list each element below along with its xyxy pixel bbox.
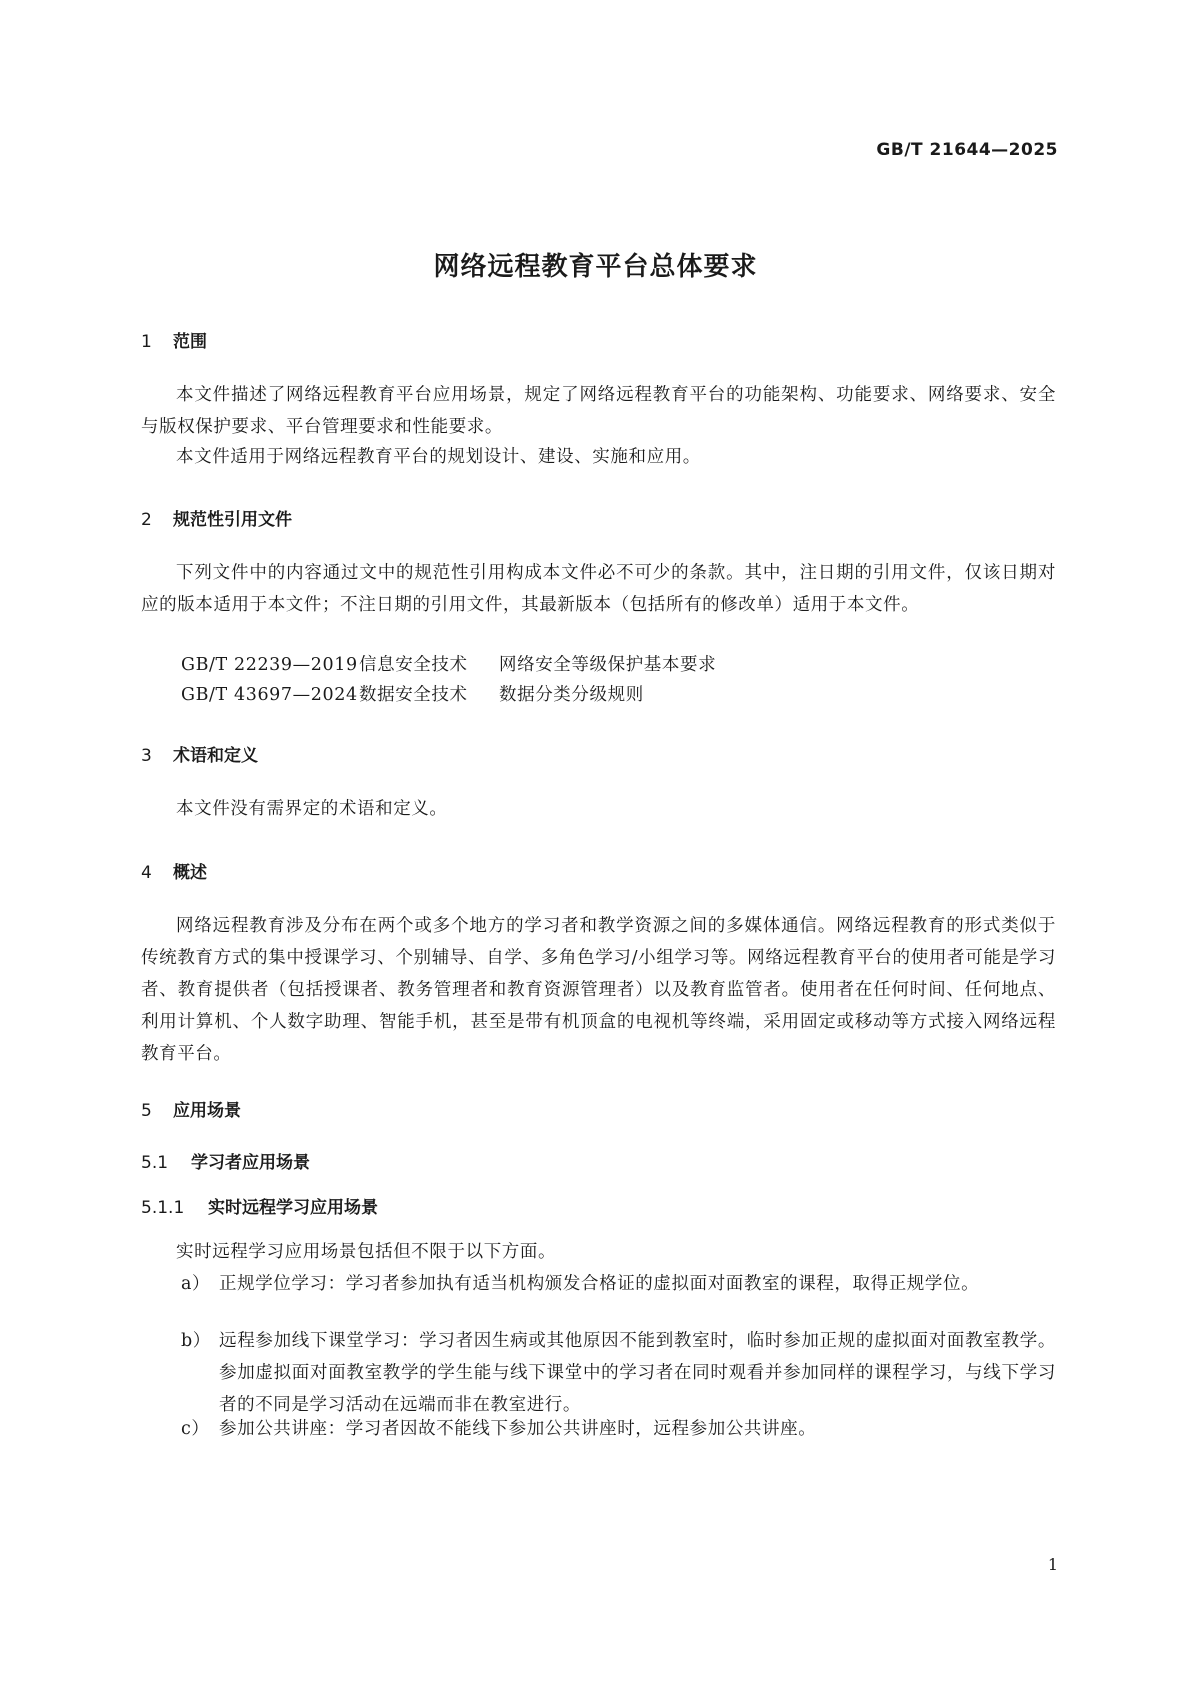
page-number: 1 xyxy=(1047,1555,1058,1574)
list-item-text: 远程参加线下课堂学习：学习者因生病或其他原因不能到教室时，临时参加正规的虚拟面对面教室教学。参加虚拟面对面教室教学的学生能与线下课堂中的学习者在同时观看并参加同样的课程学习，与线下学习者的不同是学习活动在远端而非在教室进行。 xyxy=(219,1331,1056,1415)
list-item xyxy=(181,1413,1056,1445)
normative-reference-2 xyxy=(181,681,644,706)
section-title: 范围 xyxy=(173,332,207,352)
section-3-heading xyxy=(141,741,258,766)
reference-title-part-2: 数据分类分级规则 xyxy=(499,685,644,705)
section-title: 规范性引用文件 xyxy=(173,510,292,530)
document-code: GB/T 21644—2025 xyxy=(876,140,1058,160)
list-item-marker: b） xyxy=(181,1331,211,1351)
section-number: 1 xyxy=(141,332,152,352)
reference-code: GB/T 22239—2019 xyxy=(181,655,358,675)
section-number: 3 xyxy=(141,746,152,766)
section-number: 4 xyxy=(141,863,152,883)
document-title: 网络远程教育平台总体要求 xyxy=(433,252,758,282)
normative-reference-1 xyxy=(181,651,716,676)
reference-title-part-2: 网络安全等级保护基本要求 xyxy=(499,655,717,675)
section-5-heading xyxy=(141,1096,241,1121)
section-number: 5 xyxy=(141,1101,152,1121)
section-2-heading xyxy=(141,505,292,530)
section-title: 学习者应用场景 xyxy=(191,1153,310,1173)
section-3-paragraph: 本文件没有需界定的术语和定义。 xyxy=(176,799,448,819)
section-title: 概述 xyxy=(173,863,207,883)
section-title: 实时远程学习应用场景 xyxy=(208,1198,378,1218)
section-1-paragraph-2: 本文件适用于网络远程教育平台的规划设计、建设、实施和应用。 xyxy=(176,447,701,467)
section-number: 2 xyxy=(141,510,152,530)
section-2-paragraph: 下列文件中的内容通过文中的规范性引用构成本文件必不可少的条款。其中，注日期的引用文件，仅该日期对应的版本适用于本文件；不注日期的引用文件，其最新版本（包括所有的修改单）适用于本文件。 xyxy=(141,563,1056,615)
reference-code: GB/T 43697—2024 xyxy=(181,685,358,705)
list-item-text: 参加公共讲座：学习者因故不能线下参加公共讲座时，远程参加公共讲座。 xyxy=(219,1419,817,1439)
reference-title-part-1: 数据安全技术 xyxy=(359,685,468,705)
section-title: 术语和定义 xyxy=(173,746,258,766)
list-item-marker: c） xyxy=(181,1419,210,1439)
section-5-1-heading xyxy=(141,1148,310,1173)
section-4-heading xyxy=(141,858,207,883)
list-item-marker: a） xyxy=(181,1274,211,1294)
section-number: 5.1 xyxy=(141,1153,169,1173)
section-1-heading xyxy=(141,327,207,352)
list-item xyxy=(181,1268,1056,1300)
section-number: 5.1.1 xyxy=(141,1198,185,1218)
section-title: 应用场景 xyxy=(173,1101,241,1121)
section-5-1-1-heading xyxy=(141,1193,378,1218)
section-5-1-1-intro: 实时远程学习应用场景包括但不限于以下方面。 xyxy=(176,1242,557,1262)
list-item xyxy=(181,1325,1056,1421)
section-1-paragraph-1: 本文件描述了网络远程教育平台应用场景，规定了网络远程教育平台的功能架构、功能要求、网络要求、安全与版权保护要求、平台管理要求和性能要求。 xyxy=(141,385,1056,437)
list-item-text: 正规学位学习：学习者参加执有适当机构颁发合格证的虚拟面对面教室的课程，取得正规学位。 xyxy=(219,1274,980,1294)
reference-title-part-1: 信息安全技术 xyxy=(359,655,468,675)
section-4-paragraph: 网络远程教育涉及分布在两个或多个地方的学习者和教学资源之间的多媒体通信。网络远程教育的形式类似于传统教育方式的集中授课学习、个别辅导、自学、多角色学习/小组学习等。网络远程教育平台的使用者可能是学习者、教育提供者（包括授课者、教务管理者和教育资源管理者）以及教育监管者。使用者在任何时间、任何地点、利用计算机、个人数字助理、智能手机，甚至是带有机顶盒的电视机等终端，采用固定或移动等方式接入网络远程教育平台。 xyxy=(141,916,1056,1064)
